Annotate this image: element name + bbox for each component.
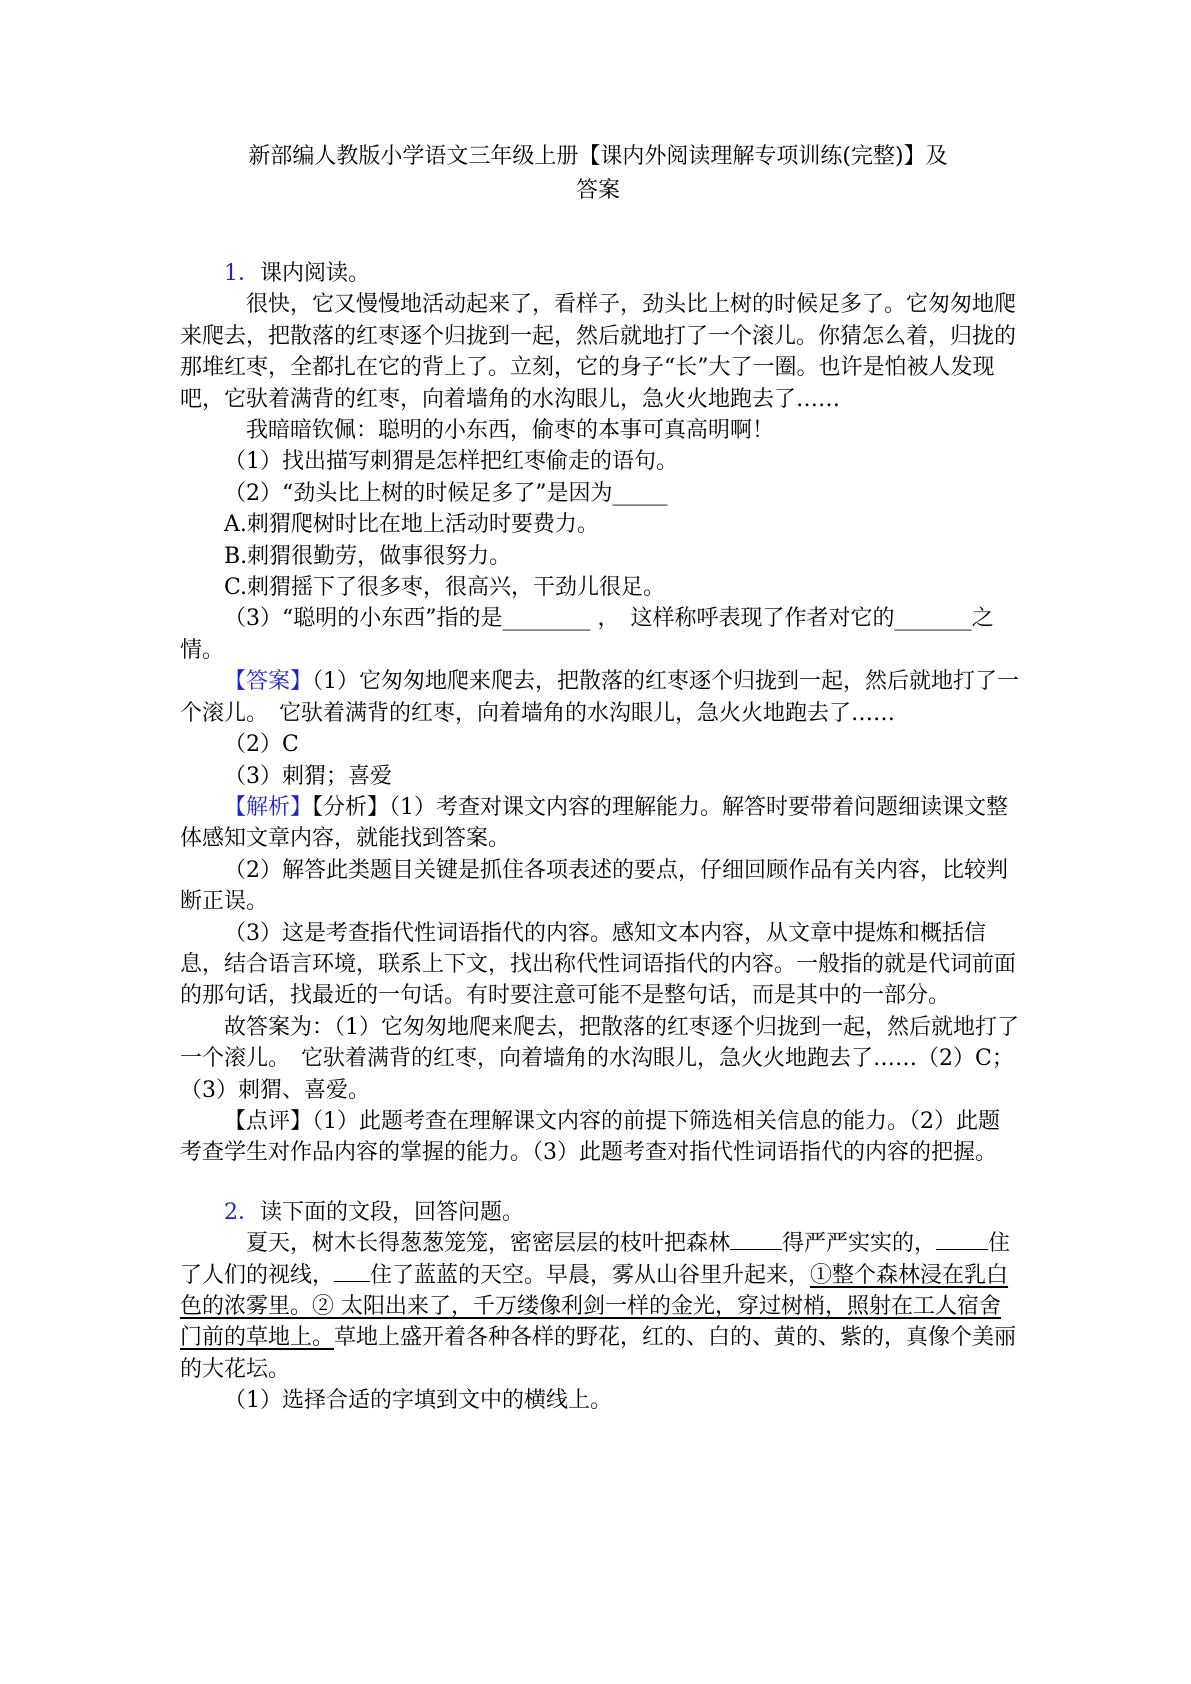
question-heading-text: 读下面的文段，回答问题。	[260, 1199, 525, 1225]
fill-blank	[936, 1229, 988, 1250]
sub-question-3: （3）“聪明的小东西”指的是________ ， 这样称呼表现了作者对它的_______之情。	[180, 606, 994, 663]
passage-paragraph	[180, 1228, 1020, 1385]
passage-text: 得严严实实的，	[782, 1231, 937, 1257]
underlined-sentences: ①整个森林浸在乳白色的浓雾里。② 太阳出来了，千万缕像利剑一样的金光，穿过树梢，照射在工人宿舍门前的草地上。	[180, 1262, 1009, 1351]
document-title	[180, 140, 1016, 208]
passage-text: 草地上盛开着各种各样的野花，红的、白的、黄的、紫的，真像个美丽的大花坛。	[180, 1325, 1017, 1382]
passage-paragraph: 我暗暗钦佩：聪明的小东西，偷枣的本事可真高明啊！	[246, 418, 775, 444]
option-a: A.刺猬爬树时比在地上活动时要费力。	[224, 512, 599, 538]
comment: 【点评】（1）此题考查在理解课文内容的前提下筛选相关信息的能力。（2）此题考查学生对作品内容的掌握的能力。（3）此题考查对指代性词语指代的内容的把握。	[180, 1108, 1000, 1166]
question-number: 1．	[224, 261, 260, 286]
analysis-paragraph	[180, 792, 1020, 855]
final-answer: 故答案为：（1）它匆匆地爬来爬去，把散落的红枣逐个归拢到一起，然后就地打了一个滚儿。 它驮着满背的红枣，向着墙角的水沟眼儿，急火火地跑去了……（2）C；（3）刺猬、喜爱。	[180, 1014, 1019, 1103]
analysis-3: （3）这是考查指代性词语指代的内容。感知文本内容，从文章中提炼和概括信息，结合语言环境，联系上下文，找出称代性词语指代的内容。一般指的就是代词前面的那句话，找最近的一句话。有时要注意可能不是整句话，而是其中的一部分。	[180, 920, 1017, 1009]
fill-blank	[334, 1261, 370, 1282]
answer-paragraph	[180, 666, 1020, 729]
sub-question-1: （1）选择合适的字填到文中的横线上。	[224, 1388, 612, 1414]
question-number: 2．	[224, 1199, 260, 1225]
answer-3: （3）刺猬；喜爱	[224, 763, 392, 789]
passage-text: 住了蓝蓝的天空。早晨，雾从山谷里升起来，	[370, 1262, 811, 1288]
sub-question-1: （1）找出描写刺猬是怎样把红枣偷走的语句。	[224, 449, 678, 475]
passage-text: 夏天，树木长得葱葱笼笼，密密层层的枝叶把森林	[246, 1231, 731, 1257]
analysis-tag: 【解析】	[224, 794, 313, 820]
title-line-1: 新部编人教版小学语文三年级上册【课内外阅读理解专项训练(完整)】及	[248, 144, 948, 169]
answer-1: （1）它匆匆地爬来爬去，把散落的红枣逐个归拢到一起，然后就地打了一个滚儿。 它驮着满背的红枣，向着墙角的水沟眼儿，急火火地跑去了……	[180, 669, 1020, 726]
option-b: B.刺猬很勤劳，做事很努力。	[224, 543, 512, 569]
option-c: C.刺猬摇下了很多枣，很高兴，干劲儿很足。	[224, 575, 666, 601]
fill-blank	[730, 1229, 782, 1250]
question-heading-text: 课内阅读。	[260, 261, 371, 286]
section-spacer	[180, 1169, 1020, 1197]
passage-text: 住了人们的视线，	[180, 1231, 1011, 1288]
answer-2: （2）C	[224, 732, 299, 758]
analysis-2: （2）解答此类题目关键是抓住各项表述的要点，仔细回顾作品有关内容，比较判断正误。	[180, 857, 1008, 915]
passage-paragraph: 很快，它又慢慢地活动起来了，看样子，劲头比上树的时候足多了。它匆匆地爬来爬去，把散落的红枣逐个归拢到一起，然后就地打了一个滚儿。你猜怎么着，归拢的那堆红枣，全都扎在它的背上了。立刻，它的身子“长”大了一圈。也许是怕被人发现吧，它驮着满背的红枣，向着墙角的水沟眼儿，急火火地跑去了……	[180, 292, 1017, 412]
document-body	[180, 258, 1020, 1417]
sub-question-2: （2）“劲头比上树的时候足多了”是因为_____	[224, 480, 668, 506]
title-line-2: 答案	[575, 178, 620, 203]
question-1-heading	[180, 258, 1020, 289]
analysis-1: 【分析】（1）考查对课文内容的理解能力。解答时要带着问题细读课文整体感知文章内容，就能找到答案。	[180, 794, 1009, 852]
answer-tag: 【答案】	[224, 669, 313, 695]
question-2-heading	[180, 1197, 1020, 1228]
